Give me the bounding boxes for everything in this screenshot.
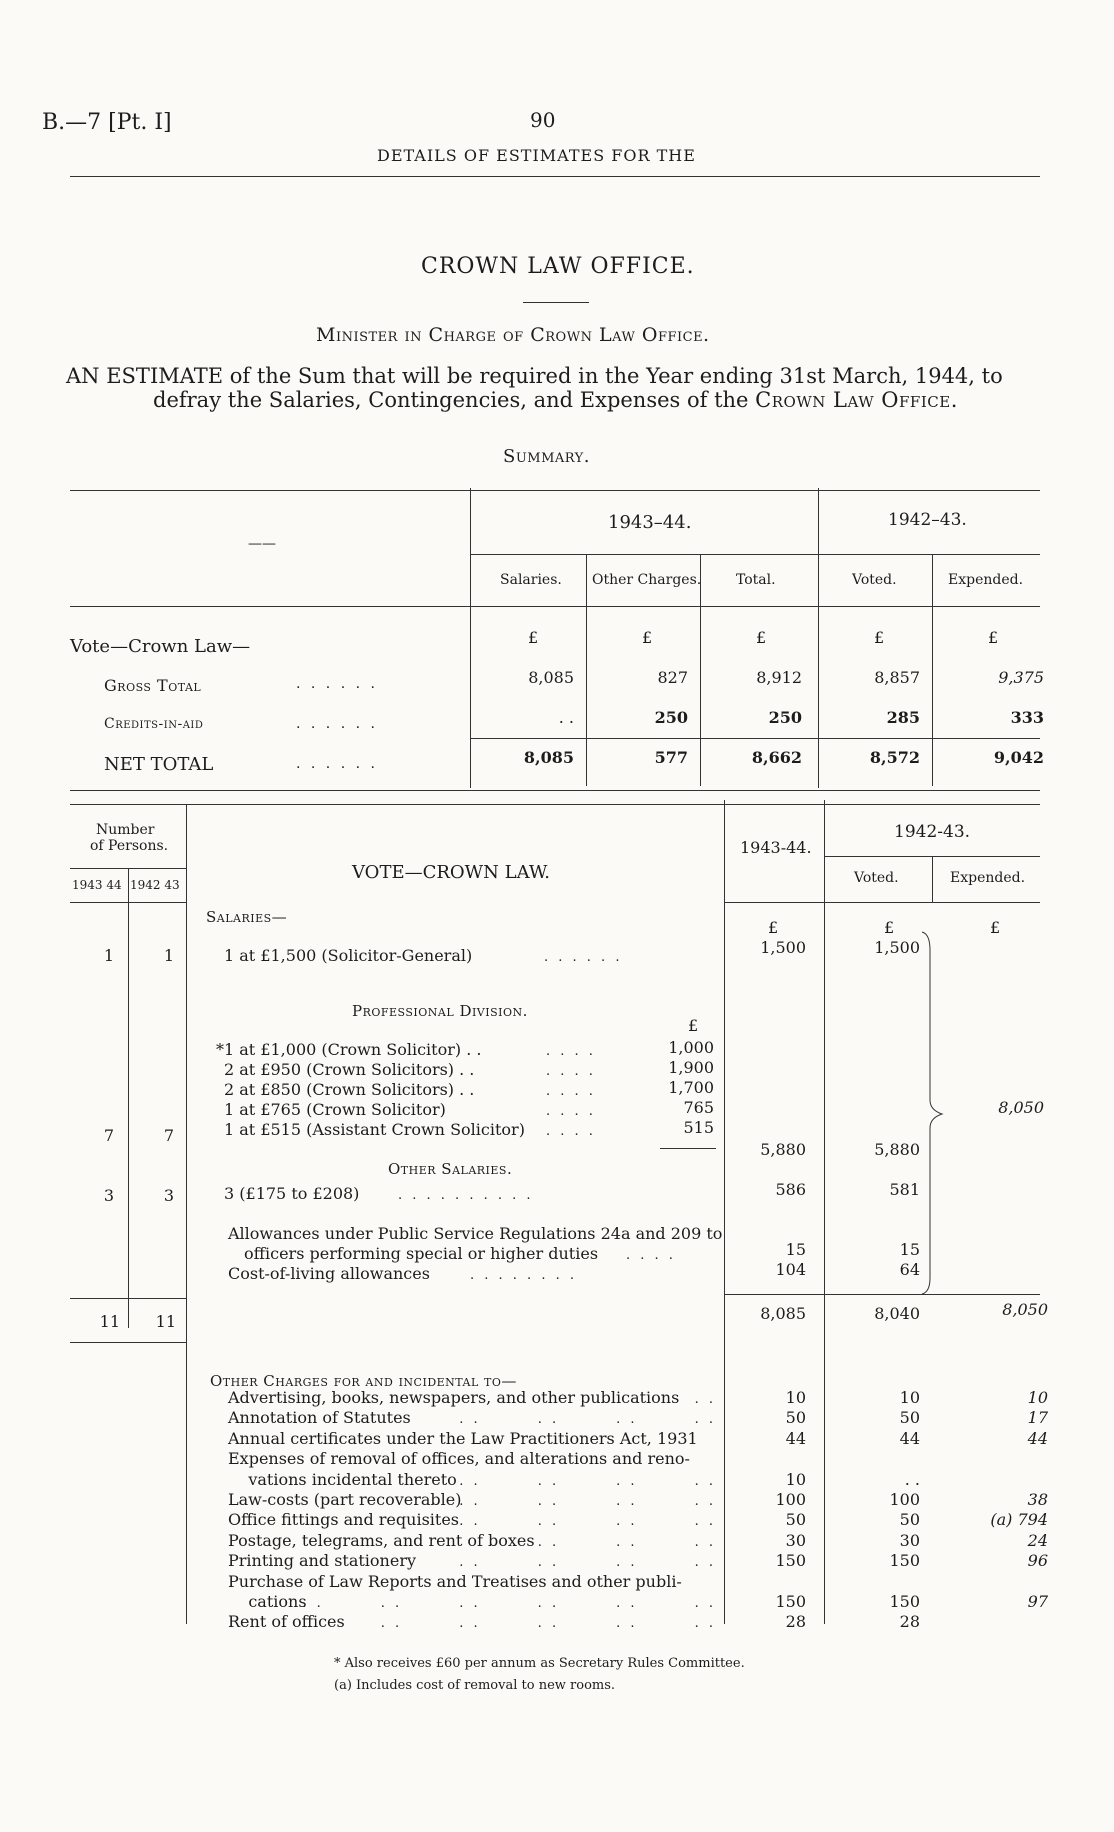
other-charge-expended: 24 [1027,1531,1048,1550]
professional-item-leader: . . . . [546,1044,596,1059]
details-currency-1: £ [768,918,779,937]
other-charge-label: Purchase of Law Reports and Treatises and other publi- [228,1572,682,1591]
header-left: B.—7 [Pt. I] [42,110,172,135]
cost-of-living-current: 104 [775,1260,806,1279]
professional-total-current: 5,880 [760,1140,806,1159]
other-charge-expended: 44 [1027,1429,1048,1448]
summary-year-rule [470,554,1040,555]
summary-currency-4: £ [874,628,885,647]
summary-currency-3: £ [756,628,767,647]
summary-vline-5 [932,554,933,786]
other-charge-current: 30 [785,1531,806,1550]
title-rule [523,302,589,303]
solicitor-general-current: 1,500 [760,938,806,957]
other-charge-current: 44 [785,1429,806,1448]
other-charge-label: vations incidental thereto [228,1470,457,1489]
other-charge-current: 10 [785,1388,806,1407]
professional-item-label: 1 at £765 (Crown Solicitor) [224,1100,446,1119]
other-charge-voted: 50 [899,1408,920,1427]
solicitor-general-label: 1 at £1,500 (Solicitor-General) [224,946,473,965]
professional-item-leader: . . . . [546,1124,596,1139]
summary-other: 577 [654,748,688,767]
totals-rule-right [724,1294,1040,1295]
summary-header-rule [70,606,1040,607]
summary-salaries: 8,085 [528,668,574,687]
col-year-1942: 1942 43 [130,878,180,892]
summary-other: 250 [654,708,688,727]
header-rule [70,176,1040,177]
totals-expended: 8,050 [1002,1300,1048,1319]
summary-vline-left [470,488,471,788]
other-salaries-label: 3 (£175 to £208) [224,1184,360,1203]
col-year-current: 1943-44. [740,838,812,857]
bracket-expended-amount: 8,050 [998,1098,1044,1117]
other-charge-leader: . . . . . . . . [459,1514,716,1529]
solicitor-general-voted: 1,500 [874,938,920,957]
summary-other: 827 [657,668,688,687]
summary-top-rule [70,490,1040,491]
other-charge-leader: . . . . . . . . . . . . [302,1596,716,1611]
professional-item-leader: . . . . [546,1084,596,1099]
persons-1943: 1 [103,946,114,965]
other-charge-leader: . . . . . . . . [459,1555,716,1570]
col-persons: of Persons. [90,838,169,854]
other-charge-expended: 10 [1027,1388,1048,1407]
details-vline-voted [824,800,825,1624]
summary-expended: 9,042 [993,748,1044,767]
other-charge-label: Printing and stationery [228,1551,417,1570]
other-charge-leader: . . . . . . . . [459,1474,716,1489]
other-charge-voted: 150 [889,1592,920,1611]
summary-year-previous: 1942–43. [888,510,967,530]
other-charge-current: 10 [785,1470,806,1489]
other-charge-label: cations [228,1592,307,1611]
estimate-line-2-end: Crown Law Office. [755,388,958,412]
summary-col-salaries: Salaries. [500,572,562,588]
summary-col-voted: Voted. [852,572,897,588]
professional-heading: Professional Division. [352,1002,528,1020]
summary-col-other: Other Charges. [592,572,702,588]
other-charge-leader: . . . . . . . . [459,1412,716,1427]
other-charge-label: Annotation of Statutes [228,1408,411,1427]
details-header-rule-right [724,902,1040,903]
persons-1942: 1 [163,946,174,965]
summary-total: 8,662 [751,748,802,767]
col-number: Number [96,822,155,838]
details-top-rule [70,804,1040,805]
other-charge-voted: 30 [899,1531,920,1550]
summary-row-leader: . . . . . . [296,716,378,732]
other-charge-current: 100 [775,1490,806,1509]
footnote-star: * Also receives £60 per annum as Secretary Rules Committee. [334,1656,745,1671]
allowances-label-1: Allowances under Public Service Regulations 24a and 209 to [228,1224,723,1243]
other-charge-current: 28 [785,1612,806,1631]
other-charge-leader: . . . . . . . . . . [380,1616,716,1631]
summary-vline-years [818,488,819,788]
page-number: 90 [530,108,556,132]
details-vline-persons [186,804,187,1624]
professional-persons-1942: 7 [163,1126,174,1145]
summary-vline-3 [700,554,701,786]
other-salaries-persons-1943: 3 [103,1186,114,1205]
summary-net-rule [470,738,1040,739]
allowances-voted: 15 [899,1240,920,1259]
other-charge-label: Law-costs (part recoverable) [228,1490,462,1509]
other-salaries-leader: . . . . . . . . . . [398,1188,534,1203]
details-vline-current [724,800,725,1624]
summary-row-leader: . . . . . . [296,756,378,772]
professional-item-amount: 1,700 [668,1078,714,1097]
other-charge-voted: 28 [899,1612,920,1631]
summary-salaries: . . [558,708,574,727]
other-salaries-persons-1942: 3 [163,1186,174,1205]
professional-item-leader: . . . . [546,1104,596,1119]
totals-persons-1943: 11 [99,1312,120,1331]
details-vline-expended [932,856,933,902]
other-charge-current: 50 [785,1510,806,1529]
professional-sum-rule [660,1148,716,1149]
allowances-current: 15 [785,1240,806,1259]
other-charges-heading: Other Charges for and incidental to— [210,1372,517,1390]
totals-rule-left [70,1298,186,1299]
summary-year-current: 1943–44. [608,512,692,533]
other-charge-label: Expenses of removal of offices, and alterations and reno- [228,1449,690,1468]
other-charge-label: Office fittings and requisites [228,1510,459,1529]
allowances-label-2: officers performing special or higher duties [244,1244,599,1263]
col-year-previous: 1942-43. [894,822,971,842]
summary-total: 8,912 [756,668,802,687]
other-charge-current: 150 [775,1592,806,1611]
other-charge-voted: 44 [899,1429,920,1448]
other-charge-voted: 50 [899,1510,920,1529]
other-charge-label: Rent of offices [228,1612,345,1631]
cost-of-living-voted: 64 [899,1260,920,1279]
solicitor-general-leader: . . . . . . [544,950,623,965]
other-charge-expended: 97 [1027,1592,1048,1611]
minister-line: Minister in Charge of Crown Law Office. [316,324,710,346]
other-charge-current: 50 [785,1408,806,1427]
summary-col-expended: Expended. [948,572,1024,588]
allowances-leader: . . . . [626,1248,676,1263]
professional-item-amount: 1,900 [668,1058,714,1077]
summary-currency-2: £ [642,628,653,647]
summary-currency-1: £ [528,628,539,647]
other-charge-leader: . . . . . . . . [459,1494,716,1509]
professional-item-amount: 515 [683,1118,714,1137]
details-currency-2: £ [884,918,895,937]
summary-row-label: Credits-in-aid [104,716,204,732]
summary-dash: —— [248,536,276,552]
summary-col-total: Total. [736,572,776,588]
vote-title: VOTE—CROWN LAW. [352,862,550,883]
other-charge-voted: 100 [889,1490,920,1509]
running-title: DETAILS OF ESTIMATES FOR THE [377,146,696,165]
footnote-a: (a) Includes cost of removal to new rooms. [334,1678,616,1693]
other-charge-expended: 96 [1027,1551,1048,1570]
totals-persons-1942: 11 [155,1312,176,1331]
other-charge-expended: 17 [1027,1408,1048,1427]
cost-of-living-leader: . . . . . . . . [470,1268,577,1283]
details-persons-rule [70,868,186,869]
other-charge-voted: 10 [899,1388,920,1407]
other-charge-voted: 150 [889,1551,920,1570]
professional-item-label: 2 at £950 (Crown Solicitors) . . [224,1060,475,1079]
professional-item-leader: . . . . [546,1064,596,1079]
summary-expended: 9,375 [998,668,1044,687]
other-charge-voted: . . [904,1470,920,1489]
col-year-1943: 1943 44 [72,878,122,892]
totals-current: 8,085 [760,1304,806,1323]
expended-bracket [920,930,950,1310]
other-charge-label: Annual certificates under the Law Practitioners Act, 1931 [228,1429,698,1448]
other-charge-expended: (a) 794 [990,1510,1048,1529]
other-salaries-voted: 581 [889,1180,920,1199]
totals-voted: 8,040 [874,1304,920,1323]
col-expended: Expended. [950,870,1026,886]
summary-vote-label: Vote—Crown Law— [70,636,251,657]
summary-voted: 8,857 [874,668,920,687]
totals-rule-left-bottom [70,1342,186,1343]
professional-item-amount: 765 [683,1098,714,1117]
other-charge-label: Postage, telegrams, and rent of boxes [228,1531,535,1550]
office-title: CROWN LAW OFFICE. [421,254,695,279]
summary-total: 250 [768,708,802,727]
professional-persons-1943: 7 [103,1126,114,1145]
summary-row-leader: . . . . . . [296,676,378,692]
summary-bottom-rule [70,790,1040,791]
professional-item-label: 1 at £515 (Assistant Crown Solicitor) [224,1120,525,1139]
professional-item-amount: 1,000 [668,1038,714,1057]
summary-currency-5: £ [988,628,999,647]
summary-voted: 285 [886,708,920,727]
summary-vline-2 [586,554,587,786]
summary-row-label: Gross Total [104,676,202,695]
estimate-line-2-start: defray the Salaries, Contingencies, and Expenses of the [153,388,749,412]
other-charge-current: 150 [775,1551,806,1570]
other-charge-expended: 38 [1027,1490,1048,1509]
summary-expended: 333 [1010,708,1044,727]
summary-title: Summary. [503,446,590,467]
professional-item-label: *1 at £1,000 (Crown Solicitor) . . [216,1040,482,1059]
summary-row-label: NET TOTAL [104,754,214,775]
professional-currency: £ [688,1016,699,1035]
details-currency-3: £ [990,918,1001,937]
summary-voted: 8,572 [869,748,920,767]
professional-item-label: 2 at £850 (Crown Solicitors) . . [224,1080,475,1099]
details-header-rule-left [70,902,186,903]
other-charge-leader: . . . . . . [537,1535,716,1550]
other-charge-label: Advertising, books, newspapers, and other publications [228,1388,680,1407]
other-charge-leader: . . [694,1392,716,1407]
estimate-line-2 [153,388,958,412]
col-voted: Voted. [854,870,899,886]
salaries-heading: Salaries— [206,908,288,926]
other-salaries-heading: Other Salaries. [388,1160,513,1178]
details-year-rule [824,856,1040,857]
cost-of-living-label: Cost-of-living allowances [228,1264,430,1283]
summary-salaries: 8,085 [523,748,574,767]
professional-total-voted: 5,880 [874,1140,920,1159]
details-vline-persons-mid [128,868,129,1328]
estimate-line-1: AN ESTIMATE of the Sum that will be required in the Year ending 31st March, 1944, to [66,364,1003,388]
other-salaries-current: 586 [775,1180,806,1199]
